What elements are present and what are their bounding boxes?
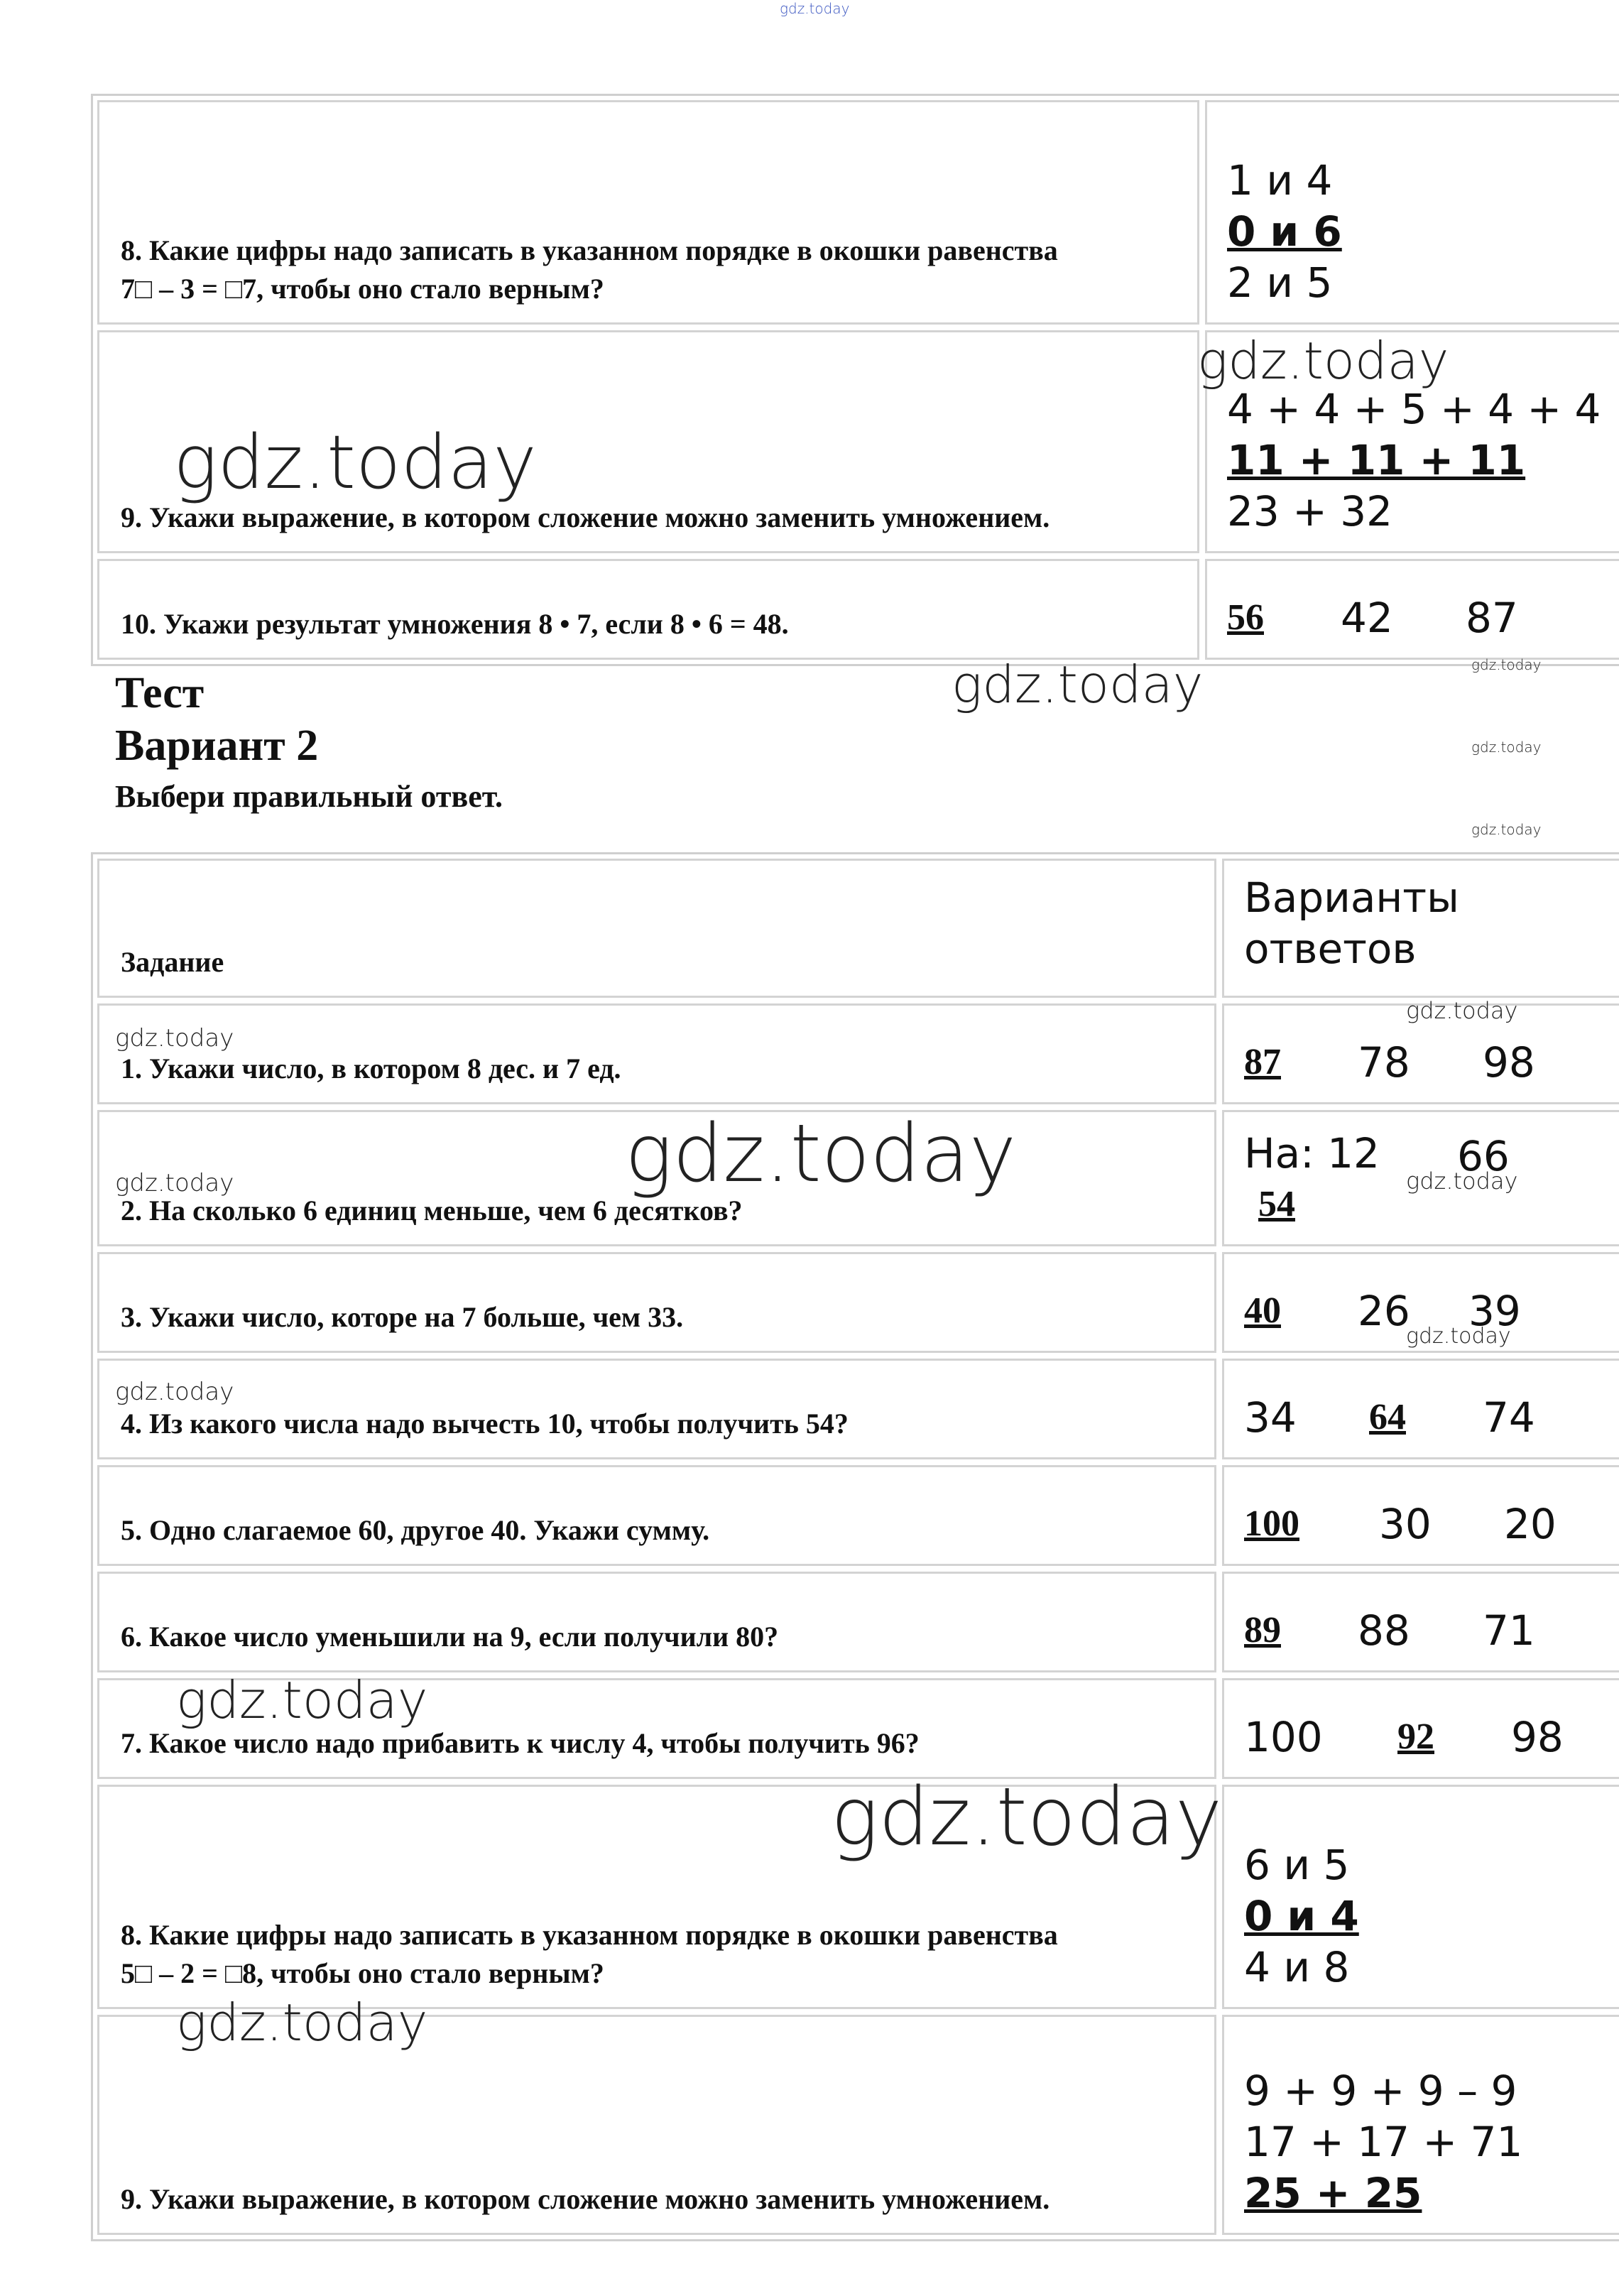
question-text: 9. Укажи выражение, в котором сложение можно заменить умножением. bbox=[121, 501, 1050, 533]
table-row bbox=[97, 1572, 1216, 1672]
watermark: gdz.today bbox=[952, 655, 1204, 714]
answer-row bbox=[1244, 1605, 1619, 1656]
answer-option-correct: 64 bbox=[1369, 1397, 1406, 1437]
answer-cell bbox=[1222, 1785, 1619, 2009]
watermark: gdz.today bbox=[176, 1993, 428, 2052]
question-text: 4. Из какого числа надо вычесть 10, чтобы получить 54? bbox=[121, 1408, 849, 1440]
question-text: 1. Укажи число, в котором 8 дес. и 7 ед. bbox=[121, 1052, 621, 1084]
question-line: 7□ – 3 = □7, чтобы оно стало верным? bbox=[121, 273, 604, 305]
watermark: gdz.today bbox=[115, 1169, 234, 1197]
answer-cell bbox=[1222, 1678, 1619, 1779]
watermark: gdz.today bbox=[1406, 1324, 1511, 1349]
answer-option: 9 + 9 + 9 – 9 bbox=[1244, 2067, 1517, 2115]
answer-option-correct: 100 bbox=[1244, 1503, 1299, 1544]
table-row bbox=[97, 100, 1199, 325]
answer-option: 26 bbox=[1358, 1287, 1410, 1335]
answer-list bbox=[1244, 2065, 1619, 2219]
answer-option: 100 bbox=[1244, 1713, 1323, 1761]
answer-option: 4 + 4 + 5 + 4 + 4 bbox=[1227, 385, 1601, 433]
watermark: gdz.today bbox=[1471, 821, 1542, 838]
answer-option: 20 bbox=[1504, 1500, 1557, 1548]
answer-option: 39 bbox=[1468, 1287, 1521, 1335]
answer-option: 71 bbox=[1483, 1606, 1535, 1655]
question-line: 5□ – 2 = □8, чтобы оно стало верным? bbox=[121, 1957, 604, 1989]
answer-option: 4 и 8 bbox=[1244, 1943, 1350, 1991]
answer-option-correct: 56 bbox=[1227, 597, 1264, 638]
question-text: 10. Укажи результат умножения 8 • 7, если 8 • 6 = 48. bbox=[121, 608, 789, 640]
question-line: 8. Какие цифры надо записать в указанном порядке в окошки равенства bbox=[121, 234, 1058, 266]
table-row bbox=[97, 1465, 1216, 1566]
question-text bbox=[121, 1916, 1186, 1993]
answer-list bbox=[1227, 155, 1619, 308]
instruction-text: Выбери правильный ответ. bbox=[115, 779, 503, 814]
answer-option-correct: 87 bbox=[1244, 1042, 1281, 1082]
question-text: 2. На сколько 6 единиц меньше, чем 6 десятков? bbox=[121, 1195, 743, 1226]
answer-option: 78 bbox=[1358, 1038, 1410, 1087]
answer-option-correct: 92 bbox=[1397, 1716, 1434, 1757]
answer-option-correct: 89 bbox=[1244, 1610, 1281, 1650]
variant-title: Вариант 2 bbox=[115, 722, 319, 770]
answer-option: 6 и 5 bbox=[1244, 1841, 1350, 1889]
answer-list bbox=[1244, 1839, 1619, 1993]
answer-option: 17 + 17 + 71 bbox=[1244, 2118, 1523, 2166]
answer-option: 66 bbox=[1457, 1132, 1510, 1180]
table-row bbox=[97, 1359, 1216, 1459]
watermark: gdz.today bbox=[831, 1771, 1223, 1864]
watermark: gdz.today bbox=[1471, 656, 1542, 673]
watermark-top: gdz.today bbox=[780, 0, 850, 17]
watermark: gdz.today bbox=[1406, 1168, 1518, 1195]
question-text: 5. Одно слагаемое 60, другое 40. Укажи сумму. bbox=[121, 1514, 710, 1546]
answer-option: 98 bbox=[1483, 1038, 1535, 1087]
watermark: gdz.today bbox=[115, 1378, 234, 1406]
answer-cell bbox=[1205, 559, 1619, 660]
answer-option: 34 bbox=[1244, 1393, 1297, 1442]
question-line: 8. Какие цифры надо записать в указанном порядке в окошки равенства bbox=[121, 1919, 1058, 1951]
header-answers-line: ответов bbox=[1244, 925, 1417, 973]
answer-option: На: 12 bbox=[1244, 1129, 1380, 1177]
answer-cell bbox=[1222, 1359, 1619, 1459]
watermark: gdz.today bbox=[115, 1024, 234, 1052]
answer-row bbox=[1244, 1712, 1619, 1763]
header-answers-line: Варианты bbox=[1244, 874, 1459, 922]
answer-cell bbox=[1222, 2015, 1619, 2235]
answer-option-correct: 0 и 4 bbox=[1244, 1892, 1359, 1940]
question-text: 9. Укажи выражение, в котором сложение можно заменить умножением. bbox=[121, 2183, 1050, 2215]
answer-option: 23 + 32 bbox=[1227, 487, 1393, 535]
watermark: gdz.today bbox=[625, 1108, 1017, 1200]
table-row bbox=[97, 559, 1199, 660]
test-title: Тест bbox=[115, 669, 205, 717]
table-row bbox=[97, 1252, 1216, 1353]
answer-row bbox=[1244, 1392, 1619, 1443]
answer-row bbox=[1244, 1498, 1619, 1550]
watermark: gdz.today bbox=[176, 1670, 428, 1730]
question-text bbox=[121, 232, 1169, 308]
watermark: gdz.today bbox=[1471, 739, 1542, 756]
question-text: 7. Какое число надо прибавить к числу 4, чтобы получить 96? bbox=[121, 1727, 920, 1759]
answer-option: 1 и 4 bbox=[1227, 156, 1333, 205]
answer-option: 74 bbox=[1483, 1393, 1535, 1442]
answer-option: 30 bbox=[1379, 1500, 1432, 1548]
answer-list bbox=[1227, 383, 1619, 537]
header-answers-label bbox=[1244, 872, 1459, 974]
question-text: 3. Укажи число, которе на 7 больше, чем 33. bbox=[121, 1301, 684, 1333]
answer-cell bbox=[1222, 1572, 1619, 1672]
answer-option-correct: 40 bbox=[1244, 1290, 1281, 1331]
answer-option-correct: 0 и 6 bbox=[1227, 207, 1342, 256]
answer-option: 87 bbox=[1466, 594, 1518, 642]
watermark: gdz.today bbox=[1406, 997, 1518, 1024]
answer-option: 2 и 5 bbox=[1227, 259, 1333, 307]
header-task-cell bbox=[97, 859, 1216, 998]
answer-option: 98 bbox=[1511, 1713, 1564, 1761]
answer-option: 88 bbox=[1358, 1606, 1410, 1655]
answer-row bbox=[1244, 1037, 1619, 1088]
header-task-label: Задание bbox=[121, 946, 224, 978]
answer-option-correct: 54 bbox=[1258, 1184, 1295, 1224]
answer-row bbox=[1227, 592, 1619, 643]
watermark: gdz.today bbox=[173, 419, 537, 506]
answer-cell bbox=[1205, 100, 1619, 325]
answer-cell bbox=[1222, 1465, 1619, 1566]
table-row bbox=[97, 1003, 1216, 1104]
question-text: 6. Какое число уменьшили на 9, если получили 80? bbox=[121, 1621, 779, 1653]
header-answers-cell bbox=[1222, 859, 1619, 998]
answer-option: 42 bbox=[1341, 594, 1393, 642]
answer-option-correct: 25 + 25 bbox=[1244, 2169, 1422, 2217]
watermark: gdz.today bbox=[1197, 331, 1449, 391]
answer-option-correct: 11 + 11 + 11 bbox=[1227, 436, 1526, 484]
